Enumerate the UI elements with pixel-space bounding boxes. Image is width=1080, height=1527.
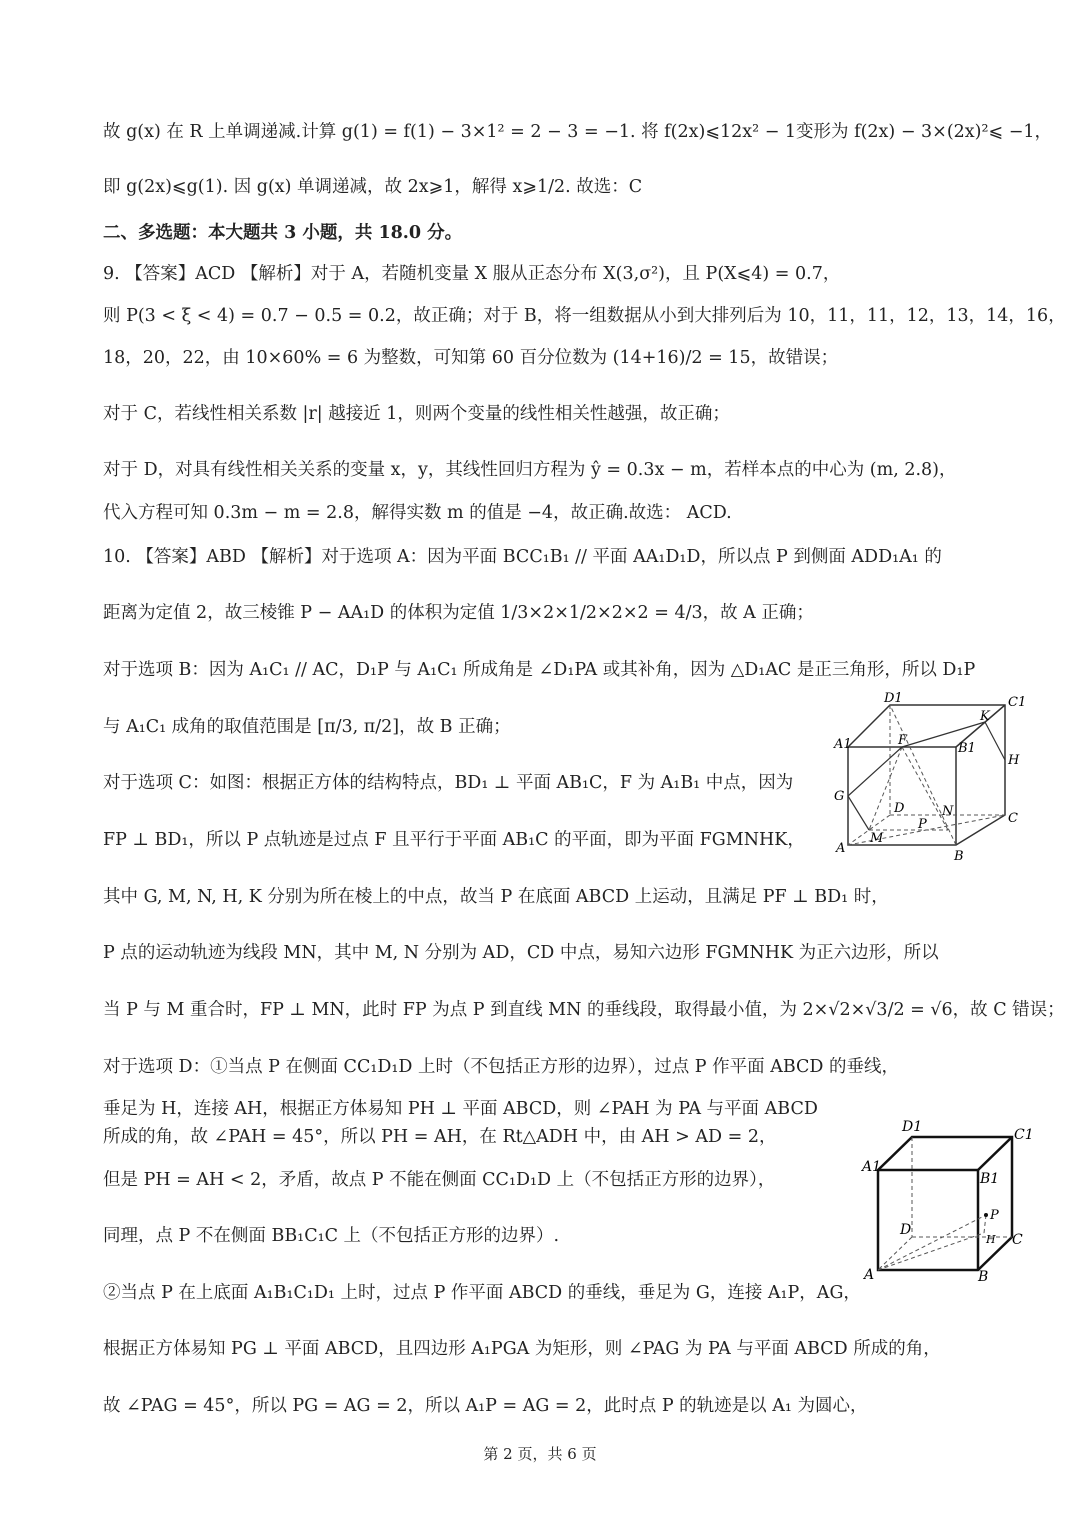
line-23: 同理，点 P 不在侧面 BB₁C₁C 上（不包括正方形的边界）. [103,1226,560,1246]
page-footer: 第 2 页，共 6 页 [483,1445,597,1463]
line-11: 距离为定值 2，故三棱锥 P − AA₁D 的体积为定值 1/3×2×1/2×2×2 = 4/3，故 A 正确； [103,603,814,623]
line-10: 10. 【答案】ABD 【解析】对于选项 A：因为平面 BCC₁B₁ // 平面 AA₁D₁D，所以点 P 到侧面 ADD₁A₁ 的 [103,547,942,567]
fig2-label-D: D [900,1222,912,1238]
line-26: 故 ∠PAG = 45°，所以 PG = AG = 2，所以 A₁P = AG = 2，此时点 P 的轨迹是以 A₁ 为圆心， [103,1396,868,1416]
line-20: 垂足为 H，连接 AH，根据正方体易知 PH ⊥ 平面 ABCD，则 ∠PAH 为 PA 与平面 ABCD [103,1099,818,1119]
line-05: 则 P(3 < ξ < 4) = 0.7 − 0.5 = 0.2，故正确；对于 B，将一组数据从小到大排列后为 10，11，11，12，13，14，16， [103,306,1066,326]
line-14: 对于选项 C：如图：根据正方体的结构特点，BD₁ ⊥ 平面 AB₁C，F 为 A₁B₁ 中点，因为 [103,773,794,793]
fig2-label-A: A [864,1267,875,1283]
fig1-label-A1: A1 [834,737,852,752]
line-22: 但是 PH = AH < 2，矛盾，故点 P 不能在侧面 CC₁D₁D 上（不包括正方形的边界）， [103,1170,776,1190]
line-18: 当 P 与 M 重合时，FP ⊥ MN，此时 FP 为点 P 到直线 MN 的垂线段，取得最小值，为 2×√2×√3/2 = √6，故 C 错误； [103,1000,1065,1020]
point-p [984,1213,988,1217]
fig1-label-F: F [898,733,908,748]
cube-figure-1 [830,690,1030,865]
fig1-label-D1: D1 [884,691,903,706]
fig1-label-A: A [836,841,846,856]
fig1-label-C1: C1 [1008,695,1027,710]
line-21: 所成的角，故 ∠PAH = 45°，所以 PH = AH，在 Rt△ADH 中，由 AH > AD = 2， [103,1127,777,1147]
line-07: 对于 C，若线性相关系数 |r| 越接近 1，则两个变量的线性相关性越强，故正确； [103,404,730,424]
line-02: 即 g(2x)⩽g(1). 因 g(x) 单调递减，故 2x⩾1，解得 x⩾1/2. 故选：C [103,177,643,197]
fig1-label-P: P [918,817,927,832]
fig1-label-H: H [1008,753,1020,768]
cube-figure-2 [860,1115,1040,1290]
fig2-label-C: C [1012,1232,1023,1248]
fig1-label-C: C [1008,811,1018,826]
fig2-label-D1: D1 [902,1119,923,1135]
fig1-label-K: K [980,709,990,724]
line-17: P 点的运动轨迹为线段 MN，其中 M, N 分别为 AD，CD 中点，易知六边形 FGMNHK 为正六边形，所以 [103,943,939,963]
fig1-label-D: D [894,801,905,816]
line-04: 9. 【答案】ACD 【解析】对于 A，若随机变量 X 服从正态分布 X(3,σ²)，且 P(X⩽4) = 0.7， [103,264,841,284]
line-09: 代入方程可知 0.3m − m = 2.8，解得实数 m 的值是 −4，故正确.故选： ACD. [103,503,732,523]
fig2-label-C1: C1 [1014,1127,1034,1143]
line-12: 对于选项 B：因为 A₁C₁ // AC，D₁P 与 A₁C₁ 所成角是 ∠D₁PA 或其补角，因为 △D₁AC 是正三角形，所以 D₁P [103,660,976,680]
line-16: 其中 G, M, N, H, K 分别为所在棱上的中点，故当 P 在底面 ABCD 上运动，且满足 PF ⊥ BD₁ 时， [103,887,889,907]
section-heading: 二、多选题：本大题共 3 小题，共 18.0 分。 [103,223,463,243]
fig1-label-N: N [942,804,954,819]
fig2-label-B1: B1 [980,1171,1000,1187]
fig2-label-B: B [978,1269,989,1285]
fig1-label-B1: B1 [958,741,976,756]
fig1-label-G: G [834,789,845,804]
fig2-label-P: P [990,1208,999,1223]
line-08: 对于 D，对具有线性相关关系的变量 x，y，其线性回归方程为 ŷ = 0.3x − m，若样本点的中心为 (m, 2.8)， [103,460,957,480]
line-25: 根据正方体易知 PG ⊥ 平面 ABCD，且四边形 A₁PGA 为矩形，则 ∠PAG 为 PA 与平面 ABCD 所成的角， [103,1339,941,1359]
line-13: 与 A₁C₁ 成角的取值范围是 [π/3, π/2]，故 B 正确； [103,717,511,737]
fig1-label-B: B [954,849,964,864]
line-24: ②当点 P 在上底面 A₁B₁C₁D₁ 上时，过点 P 作平面 ABCD 的垂线，垂足为 G，连接 A₁P，AG， [103,1283,861,1303]
fig1-label-M: M [870,831,884,846]
line-01: 故 g(x) 在 R 上单调递减.计算 g(1) = f(1) − 3×1² = 2 − 3 = −1. 将 f(2x)⩽12x² − 1变形为 f(2x) − 3×(2x)²⩽ −1， [103,122,1053,142]
line-15: FP ⊥ BD₁，所以 P 点轨迹是过点 F 且平行于平面 AB₁C 的平面，即为平面 FGMNHK， [103,830,805,850]
fig2-label-H: H [986,1233,996,1246]
line-06: 18，20，22，由 10×60% = 6 为整数，可知第 60 百分位数为 (14+16)/2 = 15，故错误； [103,348,839,368]
fig2-label-A1: A1 [862,1159,882,1175]
line-19: 对于选项 D：①当点 P 在侧面 CC₁D₁D 上时（不包括正方形的边界），过点 P 作平面 ABCD 的垂线， [103,1057,900,1077]
